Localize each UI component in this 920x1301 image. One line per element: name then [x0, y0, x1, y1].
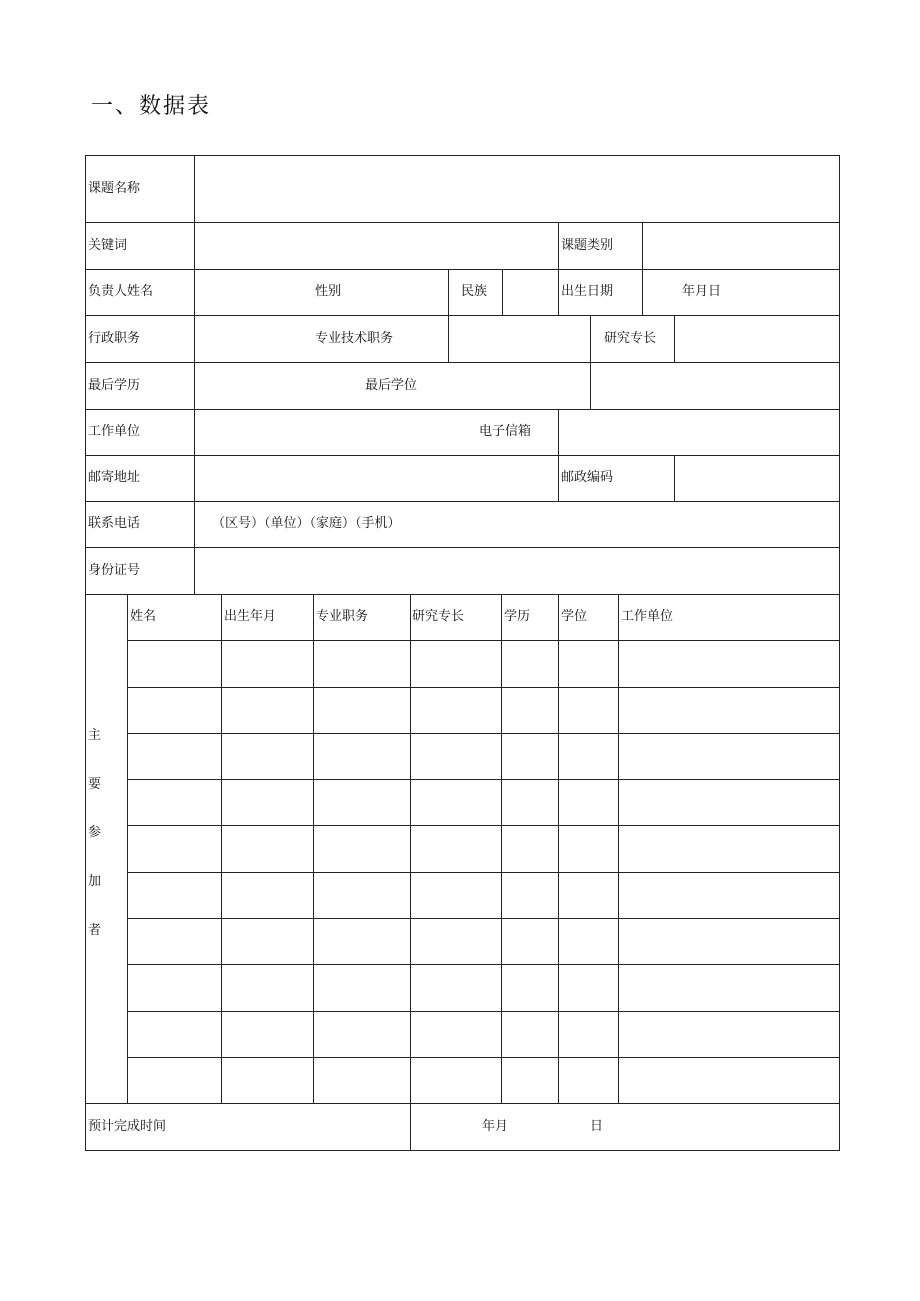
birth-date-value: 年月日 [682, 284, 722, 299]
data-table [85, 155, 840, 1151]
degree-label: 最后学位 [365, 378, 418, 393]
tech-position-label: 专业技术职务 [315, 331, 394, 346]
group-label-char: 者 [88, 923, 102, 938]
group-label-char: 主 [88, 728, 102, 743]
leader-name-label: 负责人姓名 [88, 284, 154, 299]
work-unit-label: 工作单位 [88, 424, 141, 439]
group-label-char: 参 [88, 825, 102, 840]
postcode-label: 邮政编码 [561, 470, 614, 485]
group-label-char: 加 [88, 874, 102, 889]
phone-hint: （区号）（单位）（家庭）（手机） [212, 516, 401, 531]
col-education: 学历 [504, 609, 531, 624]
address-label: 邮寄地址 [88, 470, 141, 485]
admin-position-label: 行政职务 [88, 331, 141, 346]
topic-label: 课题名称 [88, 181, 141, 196]
completion-year-month: 年月 [482, 1119, 509, 1134]
col-name: 姓名 [130, 609, 157, 624]
completion-label: 预计完成时间 [88, 1119, 167, 1134]
col-birth: 出生年月 [224, 609, 277, 624]
topic-category-label: 课题类别 [561, 238, 614, 253]
birth-date-label: 出生日期 [561, 284, 614, 299]
keywords-label: 关键词 [88, 238, 128, 253]
group-label-char: 要 [88, 777, 102, 792]
col-degree: 学位 [561, 609, 588, 624]
email-label: 电子信箱 [479, 424, 532, 439]
gender-label: 性别 [315, 284, 342, 299]
col-position: 专业职务 [316, 609, 369, 624]
completion-day: 日 [590, 1119, 604, 1134]
ethnicity-label: 民族 [461, 284, 488, 299]
education-label: 最后学历 [88, 378, 141, 393]
col-work-unit: 工作单位 [621, 609, 674, 624]
col-specialty: 研究专长 [412, 609, 465, 624]
page-title: 一、数据表 [91, 94, 212, 119]
research-specialty-label: 研究专长 [604, 331, 657, 346]
phone-label: 联系电话 [88, 516, 141, 531]
id-number-label: 身份证号 [88, 563, 141, 578]
